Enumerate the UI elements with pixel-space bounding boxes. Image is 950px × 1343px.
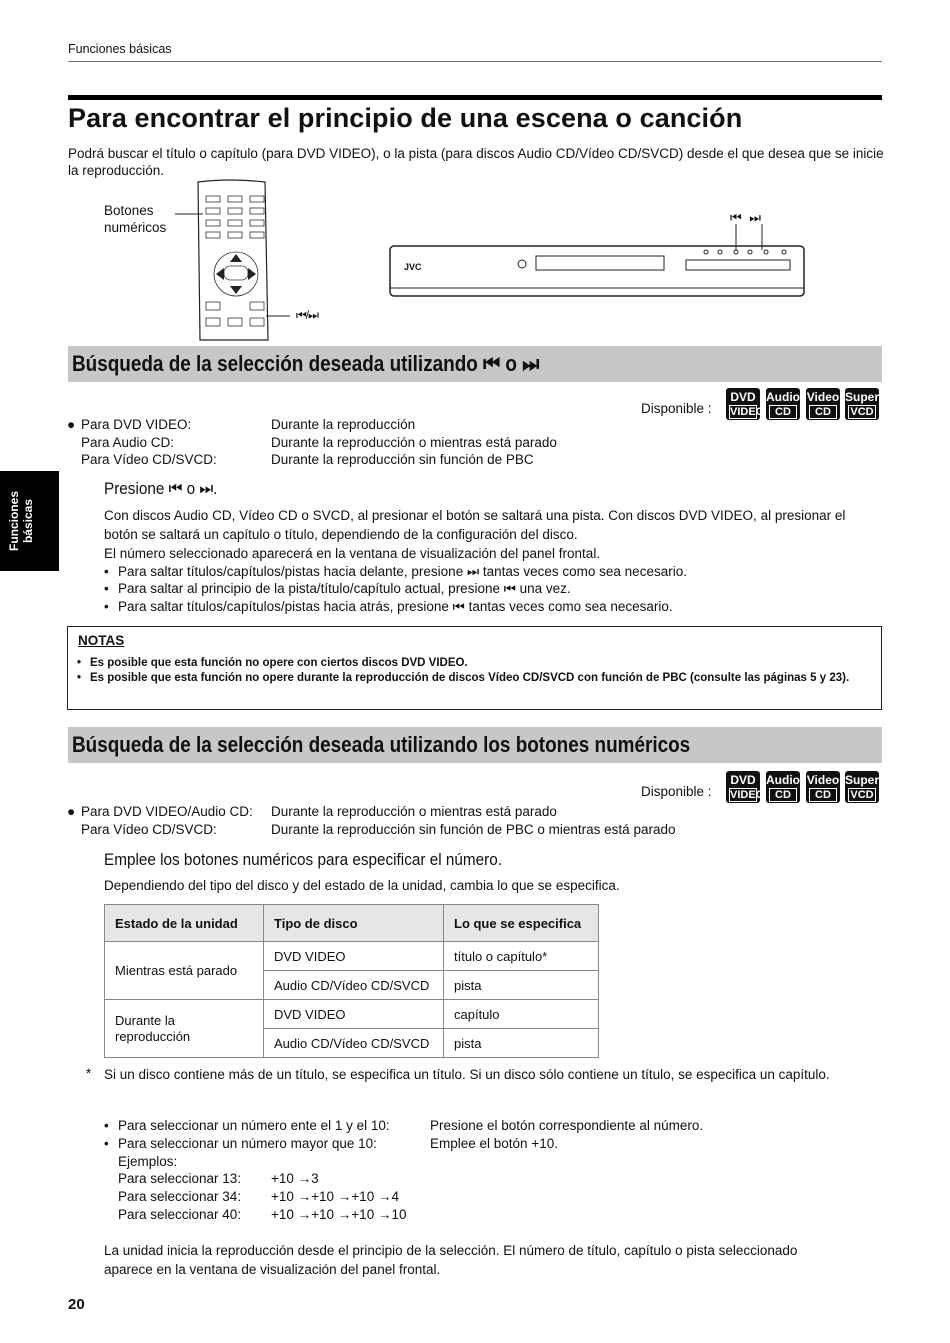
closing-paragraph: La unidad inicia la reproducción desde el principio de la selección. El número de título, capítulo o pista seleccionado aparece en la ventana de visualización del panel frontal.	[104, 1243, 798, 1277]
example-label: Para seleccionar 40:	[118, 1207, 242, 1222]
notes-title: NOTAS	[78, 633, 125, 648]
remote-control-illustration	[170, 178, 280, 340]
intro-paragraph: Podrá buscar el título o capítulo (para DVD VIDEO), o la pista (para discos Audio CD/Vídeo CD/SVCD) desde el que desea que se inicie la reproducción.	[68, 146, 884, 178]
example-label: Para seleccionar 34:	[118, 1189, 242, 1204]
selection-label: Para seleccionar un número mayor que 10:	[118, 1136, 377, 1151]
instruction-2: Emplee los botones numéricos para especificar el número.	[104, 850, 503, 869]
super-vcd-badge: Super VCD	[845, 773, 880, 801]
note-item: • Es posible que esta función no opere durante la reproducción de discos Vídeo CD/SVCD con función de PBC (consulte las páginas 5 y 23).	[77, 672, 850, 684]
selection-value: Emplee el botón +10.	[430, 1136, 558, 1151]
table-cell-state: Durante la reproducción	[105, 1000, 264, 1058]
table-header: Tipo de disco	[264, 905, 444, 942]
remote-skip-label: ⏮/⏭	[296, 308, 318, 322]
dvd-player-illustration	[388, 224, 808, 302]
video-cd-badge: Video CD	[806, 773, 840, 801]
audio-cd-badge: Audio CD	[766, 773, 800, 801]
condition-when: Durante la reproducción	[271, 417, 416, 432]
example-value: +10 →+10 →+10 →4	[271, 1189, 399, 1204]
bullet-dot: ●	[67, 417, 76, 432]
running-header: Funciones básicas	[68, 42, 172, 56]
disc-badges-2	[726, 771, 886, 805]
table-cell: título o capítulo*	[444, 942, 599, 971]
bullet: •	[104, 599, 109, 614]
side-tab	[0, 471, 59, 571]
table-cell: Audio CD/Vídeo CD/SVCD	[264, 971, 444, 1000]
instruction-1: Presione ⏮ o ⏭.	[104, 479, 218, 498]
numeric-buttons-label: Botones numéricos	[104, 203, 167, 235]
condition-disc: Para DVD VIDEO:	[81, 417, 192, 432]
dvd-video-badge: DVD VIDEO	[726, 388, 760, 420]
audio-cd-badge: Audio CD	[766, 390, 800, 418]
list-item: Para saltar títulos/capítulos/pistas hacia atrás, presione ⏮ tantas veces como sea necesario.	[118, 599, 673, 614]
condition-when: Durante la reproducción o mientras está parado	[271, 804, 557, 819]
bullet-dot: ●	[67, 804, 76, 819]
note-item: • Es posible que esta función no opere con ciertos discos DVD VIDEO.	[77, 657, 468, 669]
bullet: •	[104, 581, 109, 596]
condition-when: Durante la reproducción sin función de PBC o mientras está parado	[271, 822, 676, 837]
specification-table	[104, 904, 599, 1058]
side-tab-label: Funciones básicas	[7, 491, 35, 552]
table-row	[105, 942, 599, 971]
condition-disc: Para DVD VIDEO/Audio CD:	[81, 804, 253, 819]
table-cell: capítulo	[444, 1000, 599, 1029]
disc-badges-1	[726, 388, 886, 422]
section1-heading: Búsqueda de la selección deseada utilizando ⏮ o ⏭	[72, 351, 540, 376]
footnote: Si un disco contiene más de un título, se especifica un título. Si un disco sólo contiene un título, se especifica un capítulo.	[104, 1067, 830, 1082]
dvd-video-badge: DVD VIDEO	[726, 771, 760, 803]
section1-body-2: El número seleccionado aparecerá en la ventana de visualización del panel frontal.	[104, 546, 601, 561]
bullet: •	[104, 564, 109, 579]
title-rule	[68, 95, 882, 100]
section2-body: Dependiendo del tipo del disco y del estado de la unidad, cambia lo que se especifica.	[104, 878, 620, 893]
table-header: Lo que se especifica	[444, 905, 599, 942]
available-label-2: Disponible :	[641, 784, 712, 799]
available-label-1: Disponible :	[641, 401, 712, 416]
list-item: Para saltar títulos/capítulos/pistas hacia delante, presione ⏭ tantas veces como sea necesario.	[118, 564, 687, 579]
list-item: Para saltar al principio de la pista/título/capítulo actual, presione ⏮ una vez.	[118, 581, 571, 596]
video-cd-badge: Video CD	[806, 390, 840, 418]
table-header: Estado de la unidad	[105, 905, 264, 942]
footnote-mark: *	[86, 1066, 92, 1081]
examples-title: Ejemplos:	[118, 1154, 178, 1169]
condition-disc: Para Vídeo CD/SVCD:	[81, 822, 217, 837]
bullet: •	[104, 1136, 109, 1151]
table-row	[105, 1000, 599, 1029]
table-cell: Audio CD/Vídeo CD/SVCD	[264, 1029, 444, 1058]
condition-when: Durante la reproducción sin función de PBC	[271, 452, 534, 467]
selection-value: Presione el botón correspondiente al número.	[430, 1118, 704, 1133]
super-vcd-badge: Super VCD	[845, 390, 880, 418]
table-cell: DVD VIDEO	[264, 942, 444, 971]
example-value: +10 →3	[271, 1171, 319, 1186]
selection-label: Para seleccionar un número ente el 1 y el 10:	[118, 1118, 390, 1133]
section1-body: Con discos Audio CD, Vídeo CD o SVCD, al presionar el botón se saltará una pista. Con discos DVD VIDEO, al presionar el botón se saltará un capítulo o título, dependiendo de la configuración del disco.	[104, 508, 846, 542]
table-header-row	[105, 905, 599, 942]
section1-heading-band	[68, 346, 882, 382]
table-cell: pista	[444, 971, 599, 1000]
condition-when: Durante la reproducción o mientras está parado	[271, 435, 557, 450]
section2-heading: Búsqueda de la selección deseada utilizando los botones numéricos	[72, 732, 691, 757]
section2-heading-band	[68, 727, 882, 763]
page-number: 20	[68, 1296, 85, 1313]
notes-box	[67, 626, 882, 710]
player-brand: JVC	[404, 262, 422, 272]
page-title: Para encontrar el principio de una escena o canción	[68, 103, 743, 133]
condition-disc: Para Vídeo CD/SVCD:	[81, 452, 217, 467]
example-value: +10 →+10 →+10 →10	[271, 1207, 407, 1222]
bullet: •	[104, 1118, 109, 1133]
table-cell-state: Mientras está parado	[105, 942, 264, 1000]
player-skip-label: ⏮ ⏭	[730, 210, 764, 225]
condition-disc: Para Audio CD:	[81, 435, 175, 450]
header-rule	[68, 61, 882, 62]
example-label: Para seleccionar 13:	[118, 1171, 242, 1186]
table-cell: DVD VIDEO	[264, 1000, 444, 1029]
table-cell: pista	[444, 1029, 599, 1058]
